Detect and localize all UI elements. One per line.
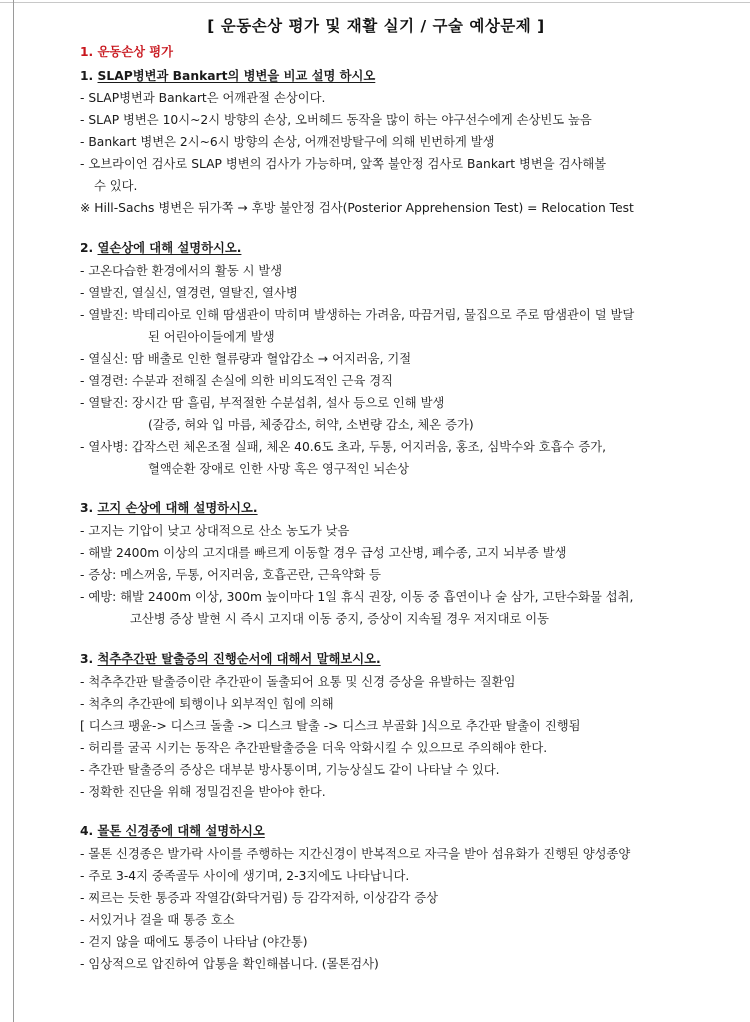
- list-item-continued: 된 어린아이들에게 발생: [148, 330, 275, 344]
- list-item: - 오브라이언 검사로 SLAP 병변의 검사가 가능하며, 앞쪽 불안정 검사로 Bankart 병변을 검사해볼: [80, 157, 607, 171]
- list-item: - SLAP병변과 Bankart은 어깨관절 손상이다.: [80, 91, 326, 105]
- list-item: - 걷지 않을 때에도 통증이 나타남 (야간통): [80, 935, 308, 949]
- question-number: 3.: [80, 501, 94, 515]
- section-heading: 1. 운동손상 평가: [80, 45, 174, 59]
- question-5-heading: [80, 821, 265, 841]
- question-3-heading: [80, 498, 258, 518]
- list-item-continued: 고산병 증상 발현 시 즉시 고지대 이동 중지, 증상이 지속될 경우 저지대로 이동: [130, 612, 550, 626]
- list-item: - 서있거나 걸을 때 통증 호소: [80, 913, 235, 927]
- list-item: - 증상: 메스꺼움, 두통, 어지러움, 호흡곤란, 근육약화 등: [80, 568, 382, 582]
- question-number: 2.: [80, 241, 94, 255]
- list-item: - 몰톤 신경종은 발가락 사이를 주행하는 지간신경이 반복적으로 자극을 받아 섬유화가 진행된 양성종양: [80, 847, 631, 861]
- list-item: - 열경련: 수분과 전해질 손실에 의한 비의도적인 근육 경직: [80, 374, 394, 388]
- list-item: [ 디스크 팽윤-> 디스크 돌출 -> 디스크 탈출 -> 디스크 부골화 ]식으로 추간판 탈출이 진행됨: [80, 719, 581, 733]
- list-item: - 척추의 추간판에 퇴행이나 외부적인 힘에 의해: [80, 697, 334, 711]
- list-item: - 허리를 굴곡 시키는 동작은 추간판탈출증을 더욱 악화시킬 수 있으므로 주의해야 한다.: [80, 741, 548, 755]
- page-left-edge: [13, 0, 14, 1022]
- question-title: 열손상에 대해 설명하시오.: [97, 241, 242, 255]
- question-title: 고지 손상에 대해 설명하시오.: [97, 501, 258, 515]
- note-item: ※ Hill-Sachs 병변은 뒤가쪽 → 후방 불안정 검사(Posterior Apprehension Test) = Relocation Test: [80, 201, 634, 215]
- list-item: - 열발진: 박테리아로 인해 땀샘관이 막히며 발생하는 가려움, 따끔거림, 물집으로 주로 땀샘관이 덜 발달: [80, 308, 635, 322]
- question-1-heading: [80, 66, 375, 86]
- list-item: - 척추추간판 탈출증이란 추간판이 돌출되어 요통 및 신경 증상을 유발하는 질환임: [80, 675, 516, 689]
- list-item: - 정확한 진단을 위해 정밀검진을 받아야 한다.: [80, 785, 326, 799]
- question-2-heading: [80, 238, 241, 258]
- list-item-continued: 수 있다.: [94, 179, 138, 193]
- list-item: - 열탈진: 장시간 땀 흘림, 부적절한 수분섭취, 설사 등으로 인해 발생: [80, 396, 445, 410]
- list-item: - 열발진, 열실신, 열경련, 열탈진, 열사병: [80, 286, 298, 300]
- page-top-edge: [0, 2, 750, 3]
- question-number: 3.: [80, 652, 94, 666]
- question-title: 척추추간판 탈출증의 진행순서에 대해서 말해보시오.: [97, 652, 381, 666]
- list-item: - 찌르는 듯한 통증과 작열감(화닥거림) 등 감각저하, 이상감각 증상: [80, 891, 439, 905]
- list-item: - 고지는 기압이 낮고 상대적으로 산소 농도가 낮음: [80, 524, 350, 538]
- list-item: - 예방: 해발 2400m 이상, 300m 높이마다 1일 휴식 권장, 이동 중 흡연이나 술 삼가, 고탄수화물 섭취,: [80, 590, 634, 604]
- list-item: - 열사병: 갑작스런 체온조절 실패, 체온 40.6도 초과, 두통, 어지러움, 홍조, 심박수와 호흡수 증가,: [80, 440, 606, 454]
- document-title: [ 운동손상 평가 및 재활 실기 / 구술 예상문제 ]: [207, 17, 545, 35]
- question-title: 몰톤 신경종에 대해 설명하시오: [97, 824, 265, 838]
- question-title: SLAP병변과 Bankart의 병변을 비교 설명 하시오: [97, 69, 376, 83]
- question-4-heading: [80, 649, 381, 669]
- list-item: - 고온다습한 환경에서의 활동 시 발생: [80, 264, 283, 278]
- question-number: 4.: [80, 824, 94, 838]
- list-item: - Bankart 병변은 2시~6시 방향의 손상, 어깨전방탈구에 의해 빈번하게 발생: [80, 135, 495, 149]
- list-item: - 해발 2400m 이상의 고지대를 빠르게 이동할 경우 급성 고산병, 폐수종, 고지 뇌부종 발생: [80, 546, 567, 560]
- list-item: - 추간판 탈출증의 증상은 대부분 방사통이며, 기능상실도 같이 나타날 수 있다.: [80, 763, 500, 777]
- list-item: - 열실신: 땀 배출로 인한 혈류량과 혈압감소 → 어지러움, 기절: [80, 352, 412, 366]
- list-item-continued: (갈증, 혀와 입 마름, 체중감소, 허약, 소변량 감소, 체온 증가): [148, 418, 474, 432]
- list-item: - SLAP 병변은 10시~2시 방향의 손상, 오버헤드 동작을 많이 하는 야구선수에게 손상빈도 높음: [80, 113, 592, 127]
- question-number: 1.: [80, 69, 94, 83]
- list-item: - 주로 3-4지 중족골두 사이에 생기며, 2-3지에도 나타납니다.: [80, 869, 410, 883]
- list-item: - 임상적으로 압진하여 압통을 확인해봅니다. (몰톤검사): [80, 957, 379, 971]
- list-item-continued: 혈액순환 장애로 인한 사망 혹은 영구적인 뇌손상: [148, 462, 410, 476]
